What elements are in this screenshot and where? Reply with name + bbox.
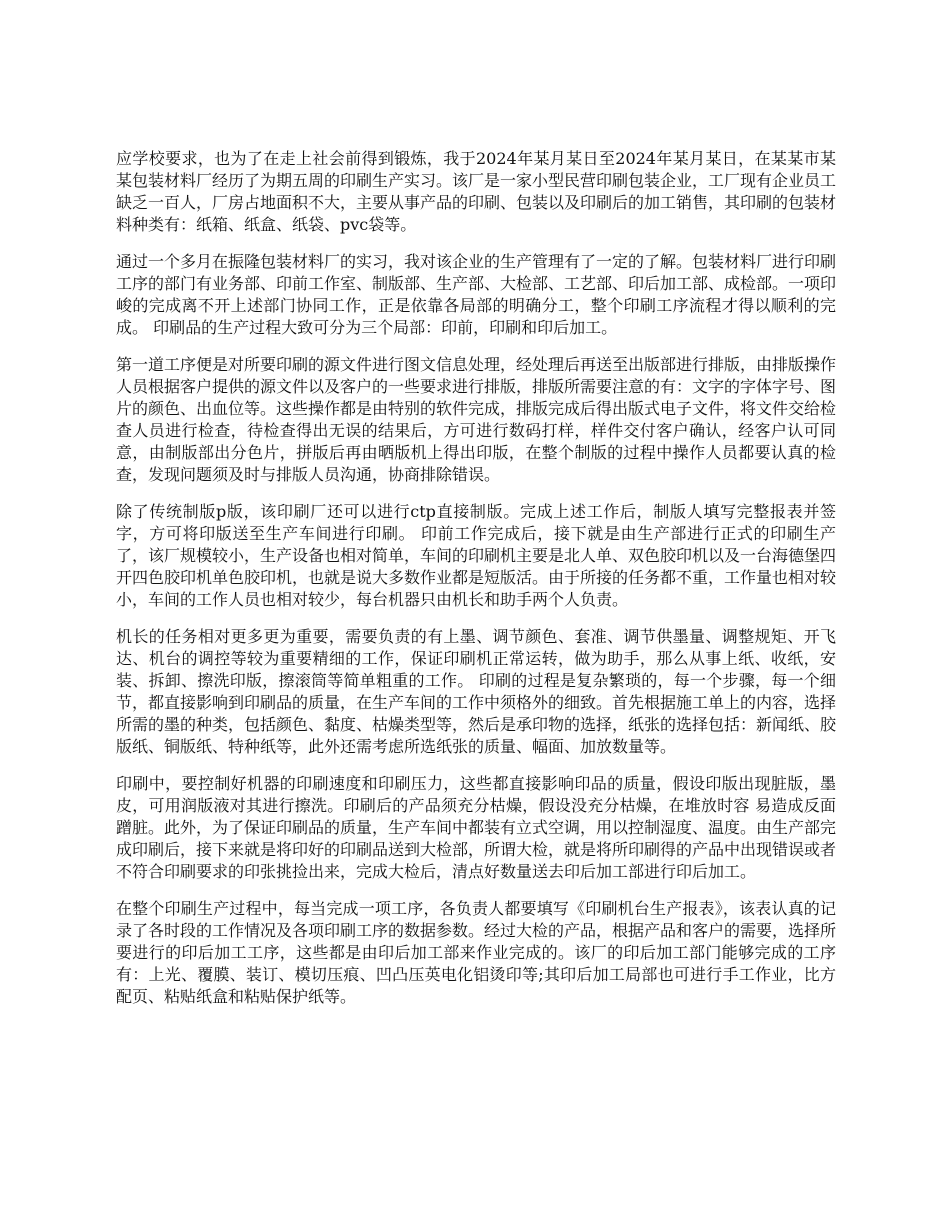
paragraph-machine-operators: 机长的任务相对更多更为重要，需要负责的有上墨、调节颜色、套准、调节供墨量、调整规矩、开飞达、机台的调控等较为重要精细的工作，保证印刷机正常运转，做为助手，那么从事上纸、收纸，安装、拆卸、擦洗印版，擦滚筒等简单粗重的工作。 印刷的过程是复杂繁琐的，每一个步骤，每一个细节，都直接影响到印刷品的质量，在生产车间的工作中须格外的细致。首先根据施工单上的内容，选择所需的墨的种类，包括颜色、黏度、枯燥类型等，然后是承印物的选择，纸张的选择包括：新闻纸、胶版纸、铜版纸、特种纸等，此外还需考虑所选纸张的质量、幅面、加放数量等。 (116, 627, 837, 756)
paragraph-printing-control: 印刷中，要控制好机器的印刷速度和印刷压力，这些都直接影响印品的质量，假设印版出现脏版，墨皮，可用润版液对其进行擦洗。印刷后的产品须充分枯燥，假设没充分枯燥，在堆放时容 易造成反面蹭脏。此外，为了保证印刷品的质量，生产车间中都装有立式空调，用以控制湿度、温度。由生产部完成印刷后，接下来就是将印好的印刷品送到大检部，所谓大检，就是将所印刷得的产品中出现错误或者不符合印刷要求的印张挑捡出来，完成大检后，清点好数量送去印后加工部进行印后加工。 (116, 774, 837, 881)
paragraph-postpress: 在整个印刷生产过程中，每当完成一项工序，各负责人都要填写《印刷机台生产报表》，该表认真的记录了各时段的工作情况及各项印刷工序的数据参数。经过大检的产品，根据产品和客户的需要，选择所要进行的印后加工工序，这些都是由印后加工部来作业完成的。该厂的印后加工部门能够完成的工序有：上光、覆膜、装订、模切压痕、凹凸压英电化铝烫印等;其印后加工局部也可进行手工作业，比方配页、粘贴纸盒和粘贴保护纸等。 (116, 899, 837, 1006)
paragraph-intro: 应学校要求，也为了在走上社会前得到锻炼，我于2024年某月某日至2024年某月某日，在某某市某某包装材料厂经历了为期五周的印刷生产实习。该厂是一家小型民营印刷包装企业，工厂现有企业员工缺乏一百人，厂房占地面积不大，主要从事产品的印刷、包装以及印刷后的加工销售，其印刷的包装材料种类有：纸箱、纸盒、纸袋、pvc袋等。 (116, 149, 837, 234)
paragraph-departments: 通过一个多月在振隆包装材料厂的实习，我对该企业的生产管理有了一定的了解。包装材料厂进行印刷工序的部门有业务部、印前工作室、制版部、生产部、大检部、工艺部、印后加工部、成检部。一项印峻的完成离不开上述部门协同工作，正是依靠各局部的明确分工，整个印刷工序流程才得以顺利的完成。 印刷品的生产过程大致可分为三个局部：印前，印刷和印后加工。 (116, 252, 837, 337)
document-body (116, 148, 836, 1023)
paragraph-prepress: 第一道工序便是对所要印刷的源文件进行图文信息处理，经处理后再送至出版部进行排版，由排版操作人员根据客户提供的源文件以及客户的一些要求进行排版，排版所需要注意的有：文字的字体字号、图片的颜色、出血位等。这些操作都是由特别的软件完成，排版完成后得出版式电子文件，将文件交给检查人员进行检查，待检查得出无误的结果后，方可进行数码打样，样件交付客户确认，经客户认可同意，由制版部出分色片，拼版后再由晒版机上得出印版，在整个制版的过程中操作人员都要认真的检查，发现问题须及时与排版人员沟通，协商排除错误。 (116, 355, 837, 484)
paragraph-platemaking: 除了传统制版p版，该印刷厂还可以进行ctp直接制版。完成上述工作后，制版人填写完整报表并签字，方可将印版送至生产车间进行印刷。 印前工作完成后，接下就是由生产部进行正式的印刷生产了，该厂规模较小，生产设备也相对简单，车间的印刷机主要是北人单、双色胶印机以及一台海德堡四开四色胶印机单色胶印机，也就是说大多数作业都是短版活。由于所接的任务都不重，工作量也相对较小，车间的工作人员也相对较少，每台机器只由机长和助手两个人负责。 (116, 502, 837, 609)
